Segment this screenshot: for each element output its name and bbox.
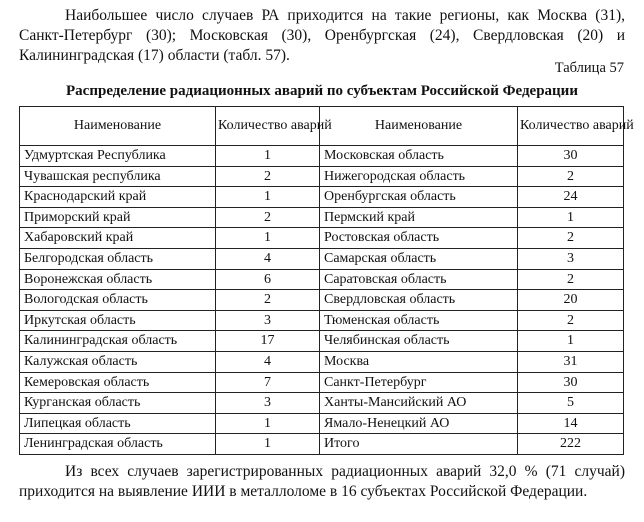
region-name-cell: Челябинская область bbox=[320, 331, 518, 352]
region-name-cell: Пермский край bbox=[320, 207, 518, 228]
intro-text: Наибольшее число случаев РА приходится на такие регионы, как Москва (31), Санкт-Петербург (30); Московская (30), Оренбургская (24), Свердловская (20) и Калининградская (17) области (табл. 57). bbox=[19, 7, 625, 64]
region-name-cell: Краснодарский край bbox=[20, 187, 216, 208]
accidents-by-region-table bbox=[19, 106, 634, 455]
accident-count-cell: 222 bbox=[518, 434, 624, 455]
table-row bbox=[20, 331, 624, 352]
accident-count-cell: 4 bbox=[216, 351, 320, 372]
table-row bbox=[20, 393, 624, 414]
table-row bbox=[20, 372, 624, 393]
region-name-cell: Московская область bbox=[320, 146, 518, 167]
region-name-cell: Санкт-Петербург bbox=[320, 372, 518, 393]
header-name-left: Наименование bbox=[20, 107, 216, 146]
accident-count-cell: 7 bbox=[216, 372, 320, 393]
accident-count-cell: 2 bbox=[216, 290, 320, 311]
outro-text: Из всех случаев зарегистрированных радиационных аварий 32,0 % (71 случай) приходится на выявление ИИИ в металлоломе в 16 субъектах Российской Федерации. bbox=[19, 463, 625, 500]
accident-count-cell: 17 bbox=[216, 331, 320, 352]
region-name-cell: Чувашская республика bbox=[20, 166, 216, 187]
region-name-cell: Итого bbox=[320, 434, 518, 455]
region-name-cell: Оренбургская область bbox=[320, 187, 518, 208]
region-name-cell: Калужская область bbox=[20, 351, 216, 372]
region-name-cell: Свердловская область bbox=[320, 290, 518, 311]
region-name-cell: Ростовская область bbox=[320, 228, 518, 249]
table-row bbox=[20, 207, 624, 228]
accident-count-cell: 4 bbox=[216, 248, 320, 269]
table-row bbox=[20, 166, 624, 187]
header-name-right: Наименование bbox=[320, 107, 518, 146]
region-name-cell: Вологодская область bbox=[20, 290, 216, 311]
table-title: Распределение радиационных аварий по субъектам Российской Федерации bbox=[66, 83, 578, 99]
header-count-left: Количество аварий bbox=[216, 107, 320, 146]
region-name-cell: Нижегородская область bbox=[320, 166, 518, 187]
region-name-cell: Москва bbox=[320, 351, 518, 372]
region-name-cell: Белгородская область bbox=[20, 248, 216, 269]
region-name-cell: Хабаровский край bbox=[20, 228, 216, 249]
table-row bbox=[20, 290, 624, 311]
region-name-cell: Ленинградская область bbox=[20, 434, 216, 455]
region-name-cell: Калининградская область bbox=[20, 331, 216, 352]
accident-count-cell: 3 bbox=[216, 310, 320, 331]
accident-count-cell: 30 bbox=[518, 146, 624, 167]
region-name-cell: Приморский край bbox=[20, 207, 216, 228]
accident-count-cell: 31 bbox=[518, 351, 624, 372]
region-name-cell: Удмуртская Республика bbox=[20, 146, 216, 167]
accident-count-cell: 2 bbox=[216, 166, 320, 187]
region-name-cell: Курганская область bbox=[20, 393, 216, 414]
region-name-cell: Ямало-Ненецкий АО bbox=[320, 413, 518, 434]
table-header-row bbox=[20, 107, 624, 146]
accident-count-cell: 3 bbox=[216, 393, 320, 414]
outro-paragraph bbox=[19, 462, 625, 502]
accident-count-cell: 2 bbox=[518, 166, 624, 187]
accident-count-cell: 2 bbox=[518, 269, 624, 290]
accident-count-cell: 20 bbox=[518, 290, 624, 311]
accident-count-cell: 1 bbox=[216, 146, 320, 167]
accident-count-cell: 2 bbox=[518, 228, 624, 249]
table-row bbox=[20, 434, 624, 455]
table-row bbox=[20, 269, 624, 290]
accident-count-cell: 2 bbox=[518, 310, 624, 331]
table-row bbox=[20, 351, 624, 372]
accident-count-cell: 1 bbox=[216, 228, 320, 249]
table-row bbox=[20, 248, 624, 269]
table-row bbox=[20, 413, 624, 434]
accident-count-cell: 2 bbox=[216, 207, 320, 228]
accident-count-cell: 1 bbox=[518, 207, 624, 228]
region-name-cell: Саратовская область bbox=[320, 269, 518, 290]
accident-count-cell: 1 bbox=[518, 331, 624, 352]
intro-paragraph bbox=[19, 6, 625, 66]
accident-count-cell: 1 bbox=[216, 434, 320, 455]
table-row bbox=[20, 228, 624, 249]
table-number-label: Таблица 57 bbox=[554, 60, 624, 76]
header-count-right: Количество аварий bbox=[518, 107, 624, 146]
region-name-cell: Воронежская область bbox=[20, 269, 216, 290]
region-name-cell: Кемеровская область bbox=[20, 372, 216, 393]
region-name-cell: Самарская область bbox=[320, 248, 518, 269]
accident-count-cell: 1 bbox=[216, 187, 320, 208]
accident-count-cell: 30 bbox=[518, 372, 624, 393]
accident-count-cell: 3 bbox=[518, 248, 624, 269]
region-name-cell: Иркутская область bbox=[20, 310, 216, 331]
accident-count-cell: 6 bbox=[216, 269, 320, 290]
table-body bbox=[20, 146, 624, 455]
table-row bbox=[20, 310, 624, 331]
region-name-cell: Липецкая область bbox=[20, 413, 216, 434]
accident-count-cell: 5 bbox=[518, 393, 624, 414]
accident-count-cell: 24 bbox=[518, 187, 624, 208]
region-name-cell: Ханты-Мансийский АО bbox=[320, 393, 518, 414]
table-row bbox=[20, 146, 624, 167]
accident-count-cell: 14 bbox=[518, 413, 624, 434]
table-row bbox=[20, 187, 624, 208]
accident-count-cell: 1 bbox=[216, 413, 320, 434]
region-name-cell: Тюменская область bbox=[320, 310, 518, 331]
